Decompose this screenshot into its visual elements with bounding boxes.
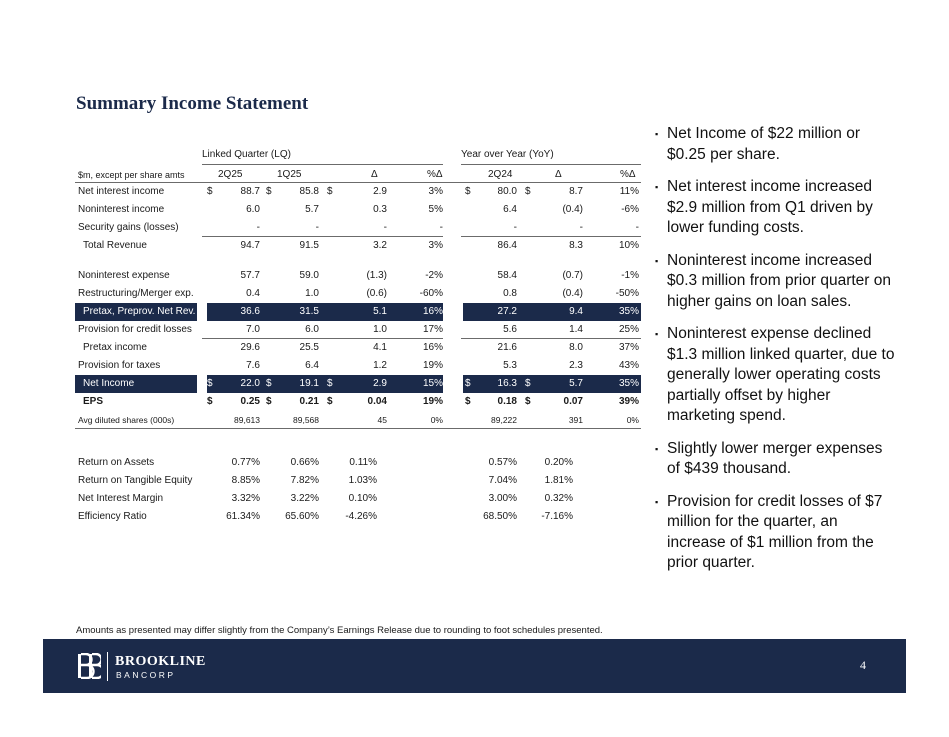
dollar-sign: $ — [525, 378, 531, 389]
ratio-cell: -7.16% — [541, 511, 573, 522]
table-row — [75, 339, 643, 357]
dollar-sign — [266, 321, 276, 339]
dollar-sign — [525, 411, 535, 429]
ratio-cell: 0.66% — [290, 457, 319, 468]
dollar-sign — [465, 219, 475, 237]
ratio-cell: 1.81% — [544, 475, 573, 486]
dollar-sign — [525, 321, 535, 339]
table-cell: 94.7 — [240, 240, 260, 251]
col-yoy-delta: Δ — [555, 169, 562, 180]
dollar-sign — [525, 285, 535, 303]
table-cell: 57.7 — [240, 270, 260, 281]
table-cell: - — [579, 222, 583, 233]
slide-title: Summary Income Statement — [76, 93, 309, 114]
ratio-cell: -4.26% — [345, 511, 377, 522]
table-cell: 45 — [377, 415, 387, 425]
table-cell: 2.9 — [373, 378, 387, 389]
dollar-sign — [266, 267, 276, 285]
table-cell: 3% — [428, 186, 443, 197]
dollar-sign — [266, 237, 276, 255]
row-label: Provision for credit losses — [78, 324, 192, 335]
row-label: Security gains (losses) — [78, 222, 179, 233]
table-cell: 19% — [422, 360, 443, 371]
bullet-item — [655, 492, 895, 574]
dollar-sign — [327, 303, 337, 321]
dollar-sign — [266, 219, 276, 237]
table-cell: 35% — [618, 378, 639, 389]
square-bullet-icon: ▪ — [655, 182, 659, 192]
table-cell: 15% — [422, 378, 443, 389]
table-row — [75, 303, 643, 321]
table-divider — [461, 236, 641, 237]
brand-name: BROOKLINE — [115, 654, 206, 669]
table-cell: 6.4 — [305, 360, 319, 371]
bullet-text: Net Income of $22 million or $0.25 per share. — [667, 125, 860, 163]
square-bullet-icon: ▪ — [655, 443, 659, 454]
table-cell: 3.2 — [373, 240, 387, 251]
table-cell: 5.7 — [305, 204, 319, 215]
table-cell: 31.5 — [299, 306, 319, 317]
table-cell: 16% — [422, 342, 443, 353]
table-cell: 85.8 — [299, 186, 319, 197]
dollar-sign — [465, 339, 475, 357]
table-cell: (1.3) — [366, 270, 387, 281]
dollar-sign: $ — [266, 396, 272, 407]
table-cell: 7.0 — [246, 324, 260, 335]
table-cell: 5.1 — [373, 306, 387, 317]
table-cell: 0% — [626, 415, 639, 425]
ratio-cell: 3.22% — [290, 493, 319, 504]
page-number: 4 — [860, 658, 866, 672]
footer-bar — [43, 639, 906, 693]
dollar-sign: $ — [465, 396, 471, 407]
logo-divider — [107, 652, 108, 681]
table-cell: 35% — [618, 306, 639, 317]
table-cell: 2.3 — [569, 360, 583, 371]
table-cell: 391 — [568, 415, 583, 425]
table-row — [75, 357, 643, 375]
row-label: Pretax income — [83, 342, 147, 353]
dollar-sign — [525, 219, 535, 237]
table-cell: 2.9 — [373, 186, 387, 197]
dollar-sign: $ — [207, 186, 213, 197]
bullet-text: Noninterest income increased $0.3 million from prior quarter on higher gains on loan sales. — [667, 251, 891, 310]
dollar-sign — [207, 303, 217, 321]
ratio-cell: 0.11% — [349, 457, 377, 468]
table-cell: 8.3 — [569, 240, 583, 251]
table-divider — [202, 164, 443, 165]
table-cell: 25% — [618, 324, 639, 335]
dollar-sign — [525, 357, 535, 375]
table-cell: 80.0 — [497, 186, 517, 197]
dollar-sign — [327, 411, 337, 429]
ratio-row — [75, 508, 643, 526]
col-yoy-pct: %Δ — [620, 169, 636, 180]
ratio-cell: 1.03% — [348, 475, 377, 486]
table-cell: 43% — [618, 360, 639, 371]
table-cell: 0.25 — [240, 396, 260, 407]
dollar-sign — [465, 321, 475, 339]
bullet-text: Net interest income increased $2.9 million from Q1 driven by lower funding costs. — [667, 178, 873, 236]
row-label: Net interest income — [78, 186, 165, 197]
row-label: EPS — [83, 396, 104, 407]
table-cell: - — [439, 222, 443, 233]
table-divider — [75, 182, 641, 183]
col-2q24: 2Q24 — [488, 169, 513, 180]
dollar-sign — [266, 339, 276, 357]
table-cell: 17% — [422, 324, 443, 335]
table-row — [75, 219, 643, 237]
table-cell: 1.2 — [373, 360, 387, 371]
table-cell: 0.4 — [246, 288, 260, 299]
table-cell: 0.8 — [503, 288, 517, 299]
table-cell: - — [256, 222, 260, 233]
table-cell: 89,568 — [293, 415, 319, 425]
dollar-sign — [525, 303, 535, 321]
table-cell: 0% — [430, 415, 443, 425]
dollar-sign — [327, 285, 337, 303]
table-cell: 11% — [619, 186, 639, 197]
table-row — [75, 285, 643, 303]
dollar-sign — [207, 321, 217, 339]
dollar-sign — [266, 411, 276, 429]
dollar-sign — [465, 303, 475, 321]
table-cell: 86.4 — [497, 240, 517, 251]
table-cell: 36.6 — [240, 306, 260, 317]
table-cell: (0.4) — [562, 288, 583, 299]
dollar-sign — [465, 237, 475, 255]
ratio-cell: 61.34% — [226, 511, 260, 522]
dollar-sign: $ — [327, 378, 333, 389]
group-header-row — [75, 146, 643, 164]
table-divider — [75, 428, 641, 429]
dollar-sign — [327, 219, 337, 237]
table-cell: 58.4 — [497, 270, 517, 281]
table-row — [75, 411, 643, 429]
dollar-sign — [266, 303, 276, 321]
table-cell: 5.3 — [503, 360, 517, 371]
table-cell: 1.0 — [373, 324, 387, 335]
table-cell: 21.6 — [497, 342, 517, 353]
ratio-label: Net Interest Margin — [78, 493, 164, 504]
dollar-sign — [207, 267, 217, 285]
table-cell: 10% — [618, 240, 639, 251]
units-label: $m, except per share amts — [78, 170, 185, 180]
table-divider — [202, 338, 443, 339]
table-divider — [461, 164, 641, 165]
ratio-row — [75, 454, 643, 472]
table-cell: -50% — [615, 288, 639, 299]
row-label: Noninterest expense — [78, 270, 170, 281]
row-label: Noninterest income — [78, 204, 165, 215]
row-label: Total Revenue — [83, 240, 147, 251]
table-cell: -6% — [621, 204, 639, 215]
dollar-sign — [465, 285, 475, 303]
table-cell: 37% — [618, 342, 639, 353]
table-cell: 88.7 — [240, 186, 260, 197]
table-divider — [461, 338, 641, 339]
dollar-sign — [327, 357, 337, 375]
ratio-cell: 65.60% — [285, 511, 319, 522]
table-cell: 6.4 — [503, 204, 517, 215]
bullet-item — [655, 324, 895, 427]
table-cell: 89,613 — [234, 415, 260, 425]
dollar-sign — [207, 339, 217, 357]
table-row — [75, 375, 643, 393]
square-bullet-icon: ▪ — [655, 255, 659, 266]
table-cell: 1.4 — [569, 324, 583, 335]
ratio-cell: 7.82% — [290, 475, 319, 486]
dollar-sign — [207, 411, 217, 429]
dollar-sign — [525, 237, 535, 255]
table-cell: 0.21 — [299, 396, 319, 407]
ratio-row — [75, 472, 643, 490]
col-2q25: 2Q25 — [218, 169, 243, 180]
dollar-sign — [525, 339, 535, 357]
row-label: Pretax, Preprov. Net Rev. — [83, 306, 196, 317]
dollar-sign — [465, 267, 475, 285]
ratio-cell: 0.77% — [231, 457, 260, 468]
table-cell: - — [315, 222, 319, 233]
dollar-sign: $ — [465, 378, 471, 389]
dollar-sign: $ — [207, 378, 213, 389]
year-over-year-header: Year over Year (YoY) — [461, 149, 554, 160]
bullet-item — [655, 439, 895, 480]
table-cell: 5% — [428, 204, 443, 215]
dollar-sign: $ — [525, 396, 531, 407]
brand-sub: BANCORP — [116, 670, 176, 680]
bullet-item — [655, 251, 895, 313]
table-cell: 8.0 — [569, 342, 583, 353]
table-row — [75, 183, 643, 201]
footnote: Amounts as presented may differ slightly from the Company’s Earnings Release due to rounding to foot schedules presented. — [76, 625, 603, 636]
table-cell: 4.1 — [373, 342, 387, 353]
dollar-sign — [207, 201, 217, 219]
table-cell: 39% — [618, 396, 639, 407]
bullet-item — [655, 177, 895, 239]
dollar-sign — [525, 201, 535, 219]
linked-quarter-header: Linked Quarter (LQ) — [202, 149, 291, 160]
table-cell: - — [513, 222, 517, 233]
table-cell: (0.7) — [562, 270, 583, 281]
dollar-sign: $ — [525, 186, 531, 197]
table-cell: 0.07 — [563, 396, 583, 407]
ratio-cell: 68.50% — [483, 511, 517, 522]
table-cell: 5.7 — [569, 378, 583, 389]
ratio-cell: 3.00% — [488, 493, 517, 504]
table-cell: -60% — [419, 288, 443, 299]
row-label: Avg diluted shares (000s) — [78, 415, 175, 425]
table-cell: -1% — [621, 270, 639, 281]
ratio-row — [75, 490, 643, 508]
col-lq-pct: %Δ — [427, 169, 443, 180]
dollar-sign: $ — [266, 378, 272, 389]
table-cell: 89,222 — [491, 415, 517, 425]
ratio-cell: 8.85% — [231, 475, 260, 486]
dollar-sign — [266, 357, 276, 375]
table-row — [75, 321, 643, 339]
ratio-cell: 3.32% — [231, 493, 260, 504]
table-cell: 19.1 — [299, 378, 319, 389]
dollar-sign — [207, 285, 217, 303]
ratio-cell: 0.57% — [488, 457, 517, 468]
dollar-sign — [207, 219, 217, 237]
dollar-sign: $ — [207, 396, 213, 407]
square-bullet-icon: ▪ — [655, 496, 659, 507]
bullet-text: Noninterest expense declined $1.3 million linked quarter, due to generally lower operating costs partially offset by higher marketing spend. — [667, 325, 895, 424]
bullet-item — [655, 124, 895, 165]
col-lq-delta: Δ — [371, 169, 378, 180]
dollar-sign — [207, 237, 217, 255]
dollar-sign: $ — [327, 186, 333, 197]
ratio-cell: 7.04% — [488, 475, 517, 486]
table-cell: 27.2 — [497, 306, 517, 317]
bullet-text: Slightly lower merger expenses of $439 thousand. — [667, 439, 883, 477]
table-cell: 5.6 — [503, 324, 517, 335]
table-cell: 16.3 — [497, 378, 517, 389]
bb-monogram-icon — [77, 653, 101, 679]
row-label: Net Income — [83, 378, 135, 389]
table-cell: 0.18 — [497, 396, 517, 407]
table-row — [75, 201, 643, 219]
ratio-label: Efficiency Ratio — [78, 511, 147, 522]
table-cell: 25.5 — [299, 342, 319, 353]
dollar-sign: $ — [327, 396, 333, 407]
ratio-label: Return on Tangible Equity — [78, 475, 193, 486]
dollar-sign — [327, 237, 337, 255]
key-points — [655, 124, 895, 586]
table-cell: 91.5 — [299, 240, 319, 251]
dollar-sign: $ — [266, 186, 272, 197]
table-cell: 29.6 — [240, 342, 260, 353]
table-row — [75, 393, 643, 411]
dollar-sign — [465, 411, 475, 429]
table-cell: (0.6) — [366, 288, 387, 299]
table-cell: 6.0 — [246, 204, 260, 215]
row-label: Restructuring/Merger exp. — [78, 288, 194, 299]
dollar-sign — [327, 201, 337, 219]
table-cell: 0.3 — [373, 204, 387, 215]
dollar-sign — [266, 285, 276, 303]
table-row — [75, 267, 643, 285]
table-cell: -2% — [425, 270, 443, 281]
square-bullet-icon: ▪ — [655, 329, 659, 339]
dollar-sign — [327, 321, 337, 339]
row-label: Provision for taxes — [78, 360, 161, 371]
col-1q25: 1Q25 — [277, 169, 302, 180]
table-cell: 19% — [422, 396, 443, 407]
table-row — [75, 237, 643, 255]
dollar-sign — [465, 201, 475, 219]
table-cell: 59.0 — [299, 270, 319, 281]
table-cell: 0.04 — [367, 396, 387, 407]
dollar-sign — [207, 357, 217, 375]
table-cell: 6.0 — [305, 324, 319, 335]
table-cell: - — [383, 222, 387, 233]
table-cell: 1.0 — [305, 288, 319, 299]
table-cell: - — [635, 222, 639, 233]
table-cell: 22.0 — [240, 378, 260, 389]
dollar-sign — [327, 339, 337, 357]
square-bullet-icon: ▪ — [655, 129, 659, 139]
ratio-cell: 0.32% — [544, 493, 573, 504]
table-cell: (0.4) — [562, 204, 583, 215]
table-cell: 8.7 — [569, 186, 583, 197]
table-cell: 7.6 — [246, 360, 260, 371]
dollar-sign — [525, 267, 535, 285]
table-cell: 3% — [428, 240, 443, 251]
table-cell: 16% — [422, 306, 443, 317]
ratio-cell: 0.20% — [544, 457, 573, 468]
bullet-text: Provision for credit losses of $7 million for the quarter, an increase of $1 million from the prior quarter. — [667, 492, 883, 571]
dollar-sign — [327, 267, 337, 285]
table-divider — [202, 236, 443, 237]
table-cell: 9.4 — [569, 306, 583, 317]
dollar-sign: $ — [465, 186, 471, 197]
ratio-cell: 0.10% — [348, 493, 377, 504]
ratio-label: Return on Assets — [78, 457, 155, 468]
dollar-sign — [465, 357, 475, 375]
dollar-sign — [266, 201, 276, 219]
